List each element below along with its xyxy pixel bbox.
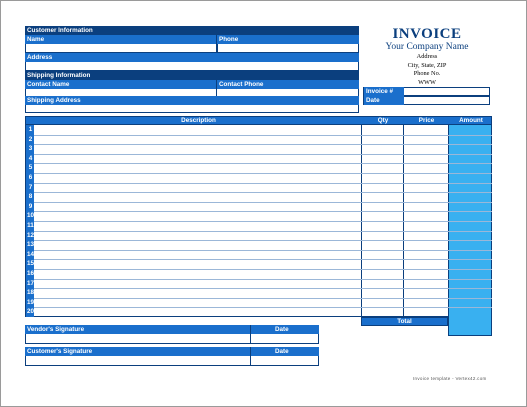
row-separator	[34, 144, 492, 145]
customer-date-label: Date	[275, 348, 289, 355]
name-label: Name	[27, 36, 45, 43]
shipping-contact-bar	[25, 80, 359, 89]
invoice-date-label: Date	[364, 96, 404, 105]
row-separator	[34, 279, 492, 280]
company-phone: Phone No.	[413, 70, 441, 78]
row-separator	[34, 211, 492, 212]
row-separator	[34, 259, 492, 260]
row-number: 19	[26, 298, 34, 306]
row-number: 3	[28, 145, 33, 153]
row-separator	[34, 250, 492, 251]
invoice-number-field[interactable]	[363, 87, 490, 96]
invoice-number-label: Invoice #	[364, 87, 404, 96]
row-number: 14	[26, 250, 34, 258]
customer-address-label: Address	[25, 53, 359, 62]
line-items-table	[25, 116, 492, 326]
row-number: 8	[28, 193, 33, 201]
row-number: 6	[28, 174, 33, 181]
customer-signature-header	[25, 347, 319, 356]
row-number: 11	[27, 222, 34, 229]
customer-address-field[interactable]	[25, 62, 359, 71]
row-separator	[34, 163, 492, 164]
row-separator	[34, 298, 492, 299]
row-number: 1	[28, 126, 33, 133]
row-number: 2	[28, 135, 33, 143]
row-number: 7	[28, 183, 33, 191]
phone-label: Phone	[219, 36, 239, 43]
table-header	[25, 116, 492, 125]
contact-phone-label: Contact Phone	[219, 81, 264, 88]
divider	[216, 35, 217, 53]
row-separator	[34, 307, 492, 308]
total-label: Total	[397, 318, 412, 325]
row-separator	[34, 173, 492, 174]
divider	[217, 44, 218, 52]
row-number: 10	[26, 212, 34, 220]
qty-divider	[361, 125, 362, 326]
row-number: 17	[26, 279, 34, 287]
amount-header: Amount	[459, 117, 483, 124]
company-address: Address	[416, 53, 438, 60]
invoice-date-field[interactable]	[363, 96, 490, 105]
company-header	[363, 26, 491, 87]
company-name: Your Company Name	[385, 42, 469, 52]
divider	[250, 325, 251, 344]
company-www: WWW	[418, 78, 436, 86]
row-number: 5	[28, 164, 33, 172]
description-header: Description	[181, 117, 216, 124]
company-city-state-zip: City, State, ZIP	[407, 61, 447, 69]
vendor-date-label: Date	[275, 326, 289, 333]
row-separator	[34, 231, 492, 232]
shipping-address-label: Shipping Address	[25, 96, 359, 105]
customer-signature-label: Customer's Signature	[27, 348, 93, 355]
row-separator	[34, 202, 492, 203]
row-separator	[34, 183, 492, 184]
invoice-title: INVOICE	[392, 26, 462, 42]
row-separator	[34, 288, 492, 289]
shipping-address-field[interactable]	[25, 105, 359, 113]
customer-name-phone-bar	[25, 35, 359, 44]
total-row	[361, 317, 448, 326]
row-number: 13	[26, 241, 34, 249]
row-number: 20	[26, 308, 34, 316]
row-number-column	[25, 125, 34, 317]
vendor-signature-label: Vendor's Signature	[27, 326, 85, 333]
row-separator	[34, 221, 492, 222]
shipping-info-header: Shipping Information	[25, 71, 359, 80]
customer-signature-block[interactable]	[25, 347, 319, 366]
vendor-signature-header	[25, 325, 319, 334]
qty-header: Qty	[377, 117, 389, 124]
row-separator	[34, 154, 492, 155]
contact-name-label: Contact Name	[27, 81, 70, 88]
row-number: 9	[28, 202, 33, 210]
divider	[250, 347, 251, 366]
row-separator	[34, 269, 492, 270]
row-separator	[34, 192, 492, 193]
vendor-signature-block[interactable]	[25, 325, 319, 344]
row-number: 4	[28, 154, 33, 162]
row-number: 12	[26, 231, 34, 239]
customer-name-phone-field[interactable]	[25, 44, 359, 53]
row-number: 18	[26, 289, 34, 297]
row-separator	[34, 135, 492, 136]
price-header: Price	[418, 117, 435, 124]
row-number: 16	[26, 270, 34, 277]
customer-info-header: Customer Information	[25, 26, 359, 35]
footer-note: Invoice template - Vertex42.com	[413, 376, 487, 381]
row-number: 15	[26, 260, 34, 268]
row-separator	[34, 240, 492, 241]
